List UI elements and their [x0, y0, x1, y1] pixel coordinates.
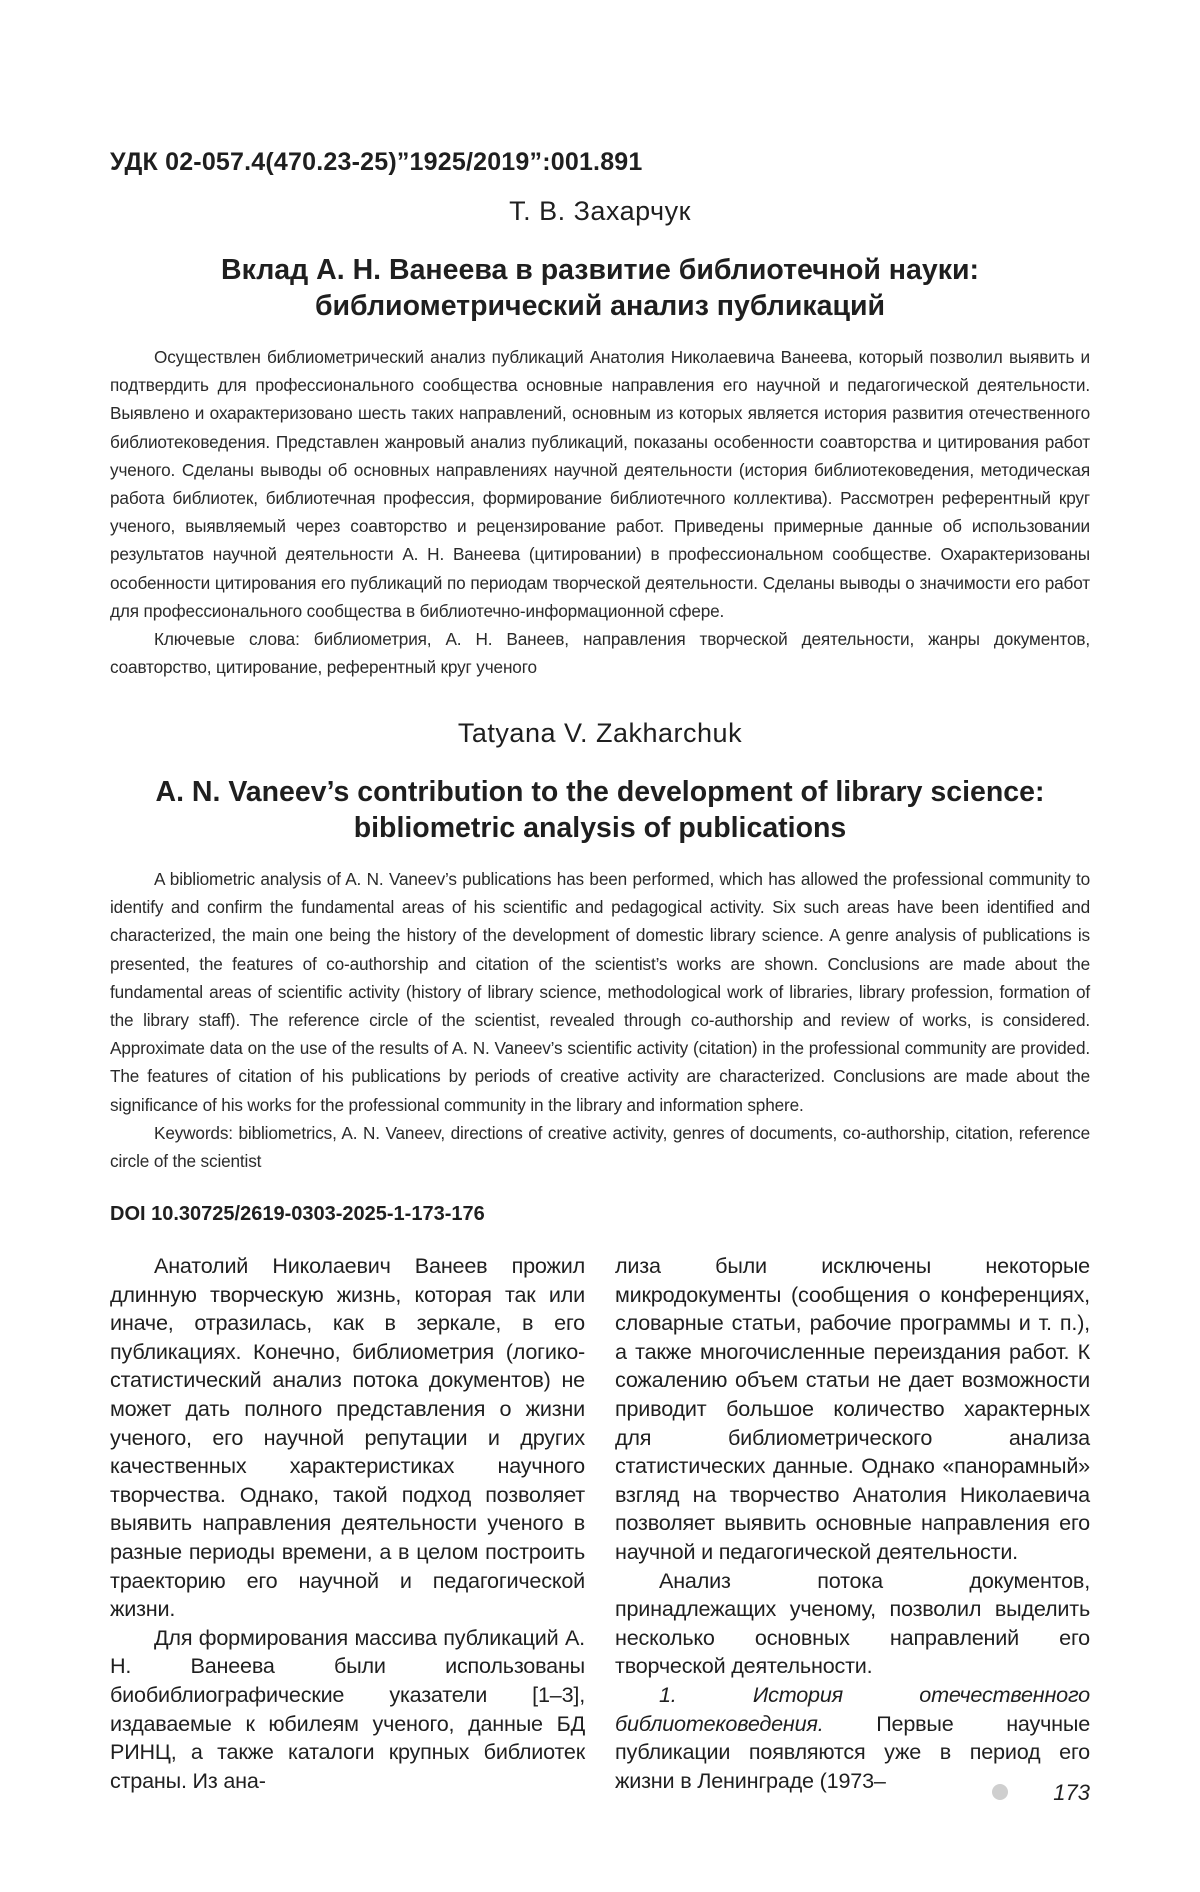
section-heading-italic: 1. История отечественного библиотековедения. [615, 1681, 1090, 1736]
page-number: 173 [1053, 1780, 1090, 1805]
title-en [110, 774, 1090, 846]
body-paragraph: Для формирования массива публикаций А. Н. Ванеева были использованы биобиблиографические указатели [1–3], издаваемые к юбилеям ученого, данные БД РИНЦ, а также каталоги крупных библиотек страны. Из ана- [110, 1624, 585, 1793]
body-column-left [110, 1252, 585, 1795]
body-paragraph-section-1 [615, 1681, 1090, 1795]
abstract-ru [110, 343, 1090, 681]
author-en: Tatyana V. Zakharchuk [457, 718, 743, 748]
body-paragraph: Анализ потока документов, принадлежащих ученому, позволил выделить несколько основных направлений его творческой деятельности. [615, 1567, 1090, 1679]
title-en-line1: A. N. Vaneev’s contribution to the development of library science: [155, 776, 1045, 808]
body-paragraph: Анатолий Николаевич Ванеев прожил длинную творческую жизнь, которая так или иначе, отразилась, как в зеркале, в его публикациях. Конечно, библиометрия (логико-статистический анализ потока документов) не может дать полного представления о жизни ученого, его научной репутации и других качественных характеристиках научного творчества. Однако, такой подход позволяет выявить направления деятельности ученого в разные периоды времени, а в целом построить траекторию его научной и педагогической жизни. [110, 1253, 585, 1622]
abstract-en [110, 865, 1090, 1175]
udk-code: УДК 02-057.4(470.23-25)”1925/2019”:001.891 [110, 148, 643, 176]
section-text: Первые научные публикации появляются уже в период его жизни в Ленинграде (1973– [615, 1710, 1090, 1793]
author-ru: Т. В. Захарчук [509, 196, 691, 226]
title-ru-line2: библиометрический анализ публикаций [314, 290, 886, 322]
footer-dot-icon [992, 1784, 1008, 1800]
keywords-en: Keywords: bibliometrics, A. N. Vaneev, directions of creative activity, genres of documents, co-authorship, citation, reference circle of the scientist [110, 1122, 1090, 1172]
body-paragraph: лиза были исключены некоторые микродокументы (сообщения о конференциях, словарные статьи, рабочие программы и т. п.), а также многочисленные переиздания работ. К сожалению объем статьи не дает возможности приводит большое количество характерных для библиометрического анализа статистических данные. Однако «панорамный» взгляд на творчество Анатолия Николаевича позволяет выявить основные направления его научной и педагогической деятельности. [615, 1253, 1090, 1564]
abstract-ru-text: Осуществлен библиометрический анализ публикаций Анатолия Николаевича Ванеева, который позволил выявить и подтвердить для профессионального сообщества основные направления его научной и педагогической деятельности. Выявлено и охарактеризовано шесть таких направлений, основным из которых является история развития отечественного библиотековедения. Представлен жанровый анализ публикаций, показаны особенности соавторства и цитирования работ ученого. Сделаны выводы об основных направлениях научной деятельности (история библиотековедения, методическая работа библиотек, библиотечная профессия, формирование библиотечного коллектива). Рассмотрен референтный круг ученого, выявляемый через соавторство и рецензирование работ. Приведены примерные данные об использовании результатов научной деятельности А. Н. Ванеева (цитировании) в профессиональном сообществе. Охарактеризованы особенности цитирования его публикаций по периодам творческой деятельности. Сделаны выводы о значимости его работ для профессионального сообщества в библиотечно-информационной сфере. [110, 347, 1090, 621]
body-column-right [615, 1252, 1090, 1795]
keywords-ru: Ключевые слова: библиометрия, А. Н. Ванеев, направления творческой деятельности, жанры документов, соавторство, цитирование, референтный круг ученого [110, 629, 1090, 678]
doi: DOI 10.30725/2619-0303-2025-1-173-176 [110, 1203, 485, 1225]
title-en-line2: bibliometric analysis of publications [353, 812, 847, 844]
title-ru-line1: Вклад А. Н. Ванеева в развитие библиотечной науки: [221, 254, 979, 286]
title-ru [110, 252, 1090, 324]
abstract-en-text: A bibliometric analysis of A. N. Vaneev’s publications has been performed, which has allowed the professional community to identify and confirm the fundamental areas of his scientific and pedagogical activity. Six such areas have been identified and characterized, the main one being the history of the development of domestic library science. A genre analysis of publications is presented, the features of co-authorship and citation of the scientist’s works are shown. Conclusions are made about the fundamental areas of scientific activity (history of library science, methodological work of libraries, library profession, formation of the library staff). The reference circle of the scientist, revealed through co-authorship and review of works, is considered. Approximate data on the use of the results of A. N. Vaneev’s scientific activity (citation) in the professional community are provided. The features of citation of his publications by periods of creative activity are characterized. Conclusions are made about the significance of his works for the professional community in the library and information sphere. [110, 869, 1090, 1115]
